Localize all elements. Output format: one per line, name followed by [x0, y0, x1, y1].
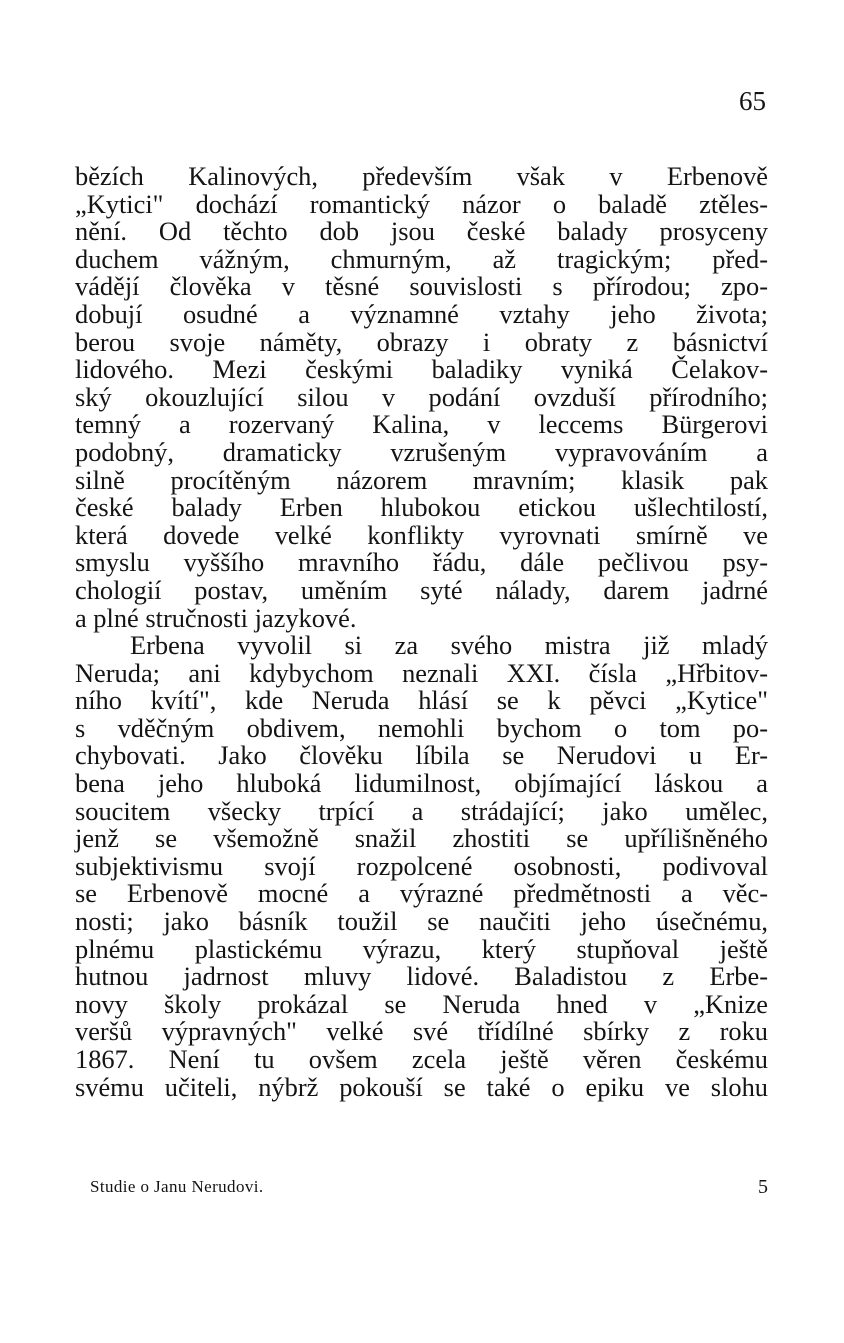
text-line: a plné stručnosti jazykové.	[75, 602, 357, 633]
text-line: Erbena vyvolil si za svého mistra již mladý	[130, 630, 768, 661]
text-line: veršů výpravných" velké své třídílné sbírky z roku	[75, 1016, 768, 1047]
text-line: smyslu vyššího mravního řádu, dále pečlivou psy-	[75, 547, 768, 578]
text-line: hutnou jadrnost mluvy lidové. Baladistou z Erbe-	[75, 961, 768, 992]
body-text	[75, 163, 768, 1101]
text-line: nosti; jako básník toužil se naučiti jeho úsečnému,	[75, 906, 768, 937]
text-line: lidového. Mezi českými baladiky vyniká Čelakov-	[75, 354, 768, 385]
page-footer	[90, 1175, 768, 1199]
text-line: subjektivismu svojí rozpolcené osobnosti, podivoval	[75, 850, 768, 881]
text-line: ního kvítí", kde Neruda hlásí se k pěvci „Kytice"	[75, 685, 768, 716]
text-line: která dovede velké konflikty vyrovnati smírně ve	[75, 519, 768, 550]
text-line: plnému plastickému výrazu, který stupňoval ještě	[75, 933, 768, 964]
sheet-signature: 5	[758, 1176, 768, 1198]
text-line: 1867. Není tu ovšem zcela ještě věren českému	[75, 1044, 768, 1074]
footer-title: Studie o Janu Nerudovi.	[90, 1177, 264, 1196]
text-line: temný a rozervaný Kalina, v leccems Bürgerovi	[75, 409, 768, 440]
text-line: bězích Kalinových, především však v Erbenově	[75, 161, 768, 191]
text-line: se Erbenově mocné a výrazné předmětnosti a věc-	[75, 878, 768, 909]
text-line: silně procítěným názorem mravním; klasik pak	[75, 464, 768, 495]
text-line: chologií postav, uměním syté nálady, darem jadrné	[75, 574, 768, 605]
text-line: nění. Od těchto dob jsou české balady prosyceny	[75, 216, 768, 247]
text-line: Neruda; ani kdybychom neznali XXI. čísla „Hřbitov-	[75, 657, 768, 688]
text-line: bena jeho hluboká lidumilnost, objímající láskou a	[75, 768, 768, 799]
text-line: soucitem všecky trpící a strádající; jako umělec,	[75, 795, 768, 826]
page-number: 65	[739, 86, 766, 116]
text-line: ský okouzlující silou v podání ovzduší přírodního;	[75, 381, 768, 412]
text-line: jenž se všemožně snažil zhostiti se upřílišněného	[75, 823, 768, 854]
paragraph	[75, 163, 768, 632]
text-line: s vděčným obdivem, nemohli bychom o tom po-	[75, 712, 768, 743]
text-line: novy školy prokázal se Neruda hned v „Knize	[75, 988, 768, 1019]
text-line: vádějí člověka v těsné souvislosti s přírodou; zpo-	[75, 271, 768, 302]
text-line: podobný, dramaticky vzrušeným vypravováním a	[75, 436, 768, 467]
text-line: svému učiteli, nýbrž pokouší se také o epiku ve slohu	[75, 1071, 768, 1102]
text-line: dobují osudné a významné vztahy jeho života;	[75, 298, 768, 329]
text-line: „Kytici" dochází romantický názor o baladě ztěles-	[75, 188, 768, 219]
text-line: české balady Erben hlubokou etickou ušlechtilostí,	[75, 492, 768, 523]
text-line: chybovati. Jako člověku líbila se Nerudovi u Er-	[75, 740, 768, 771]
text-line: berou svoje náměty, obrazy i obraty z básnictví	[75, 326, 768, 357]
text-line: duchem vážným, chmurným, až tragickým; před-	[75, 243, 768, 274]
paragraph	[75, 632, 768, 1101]
